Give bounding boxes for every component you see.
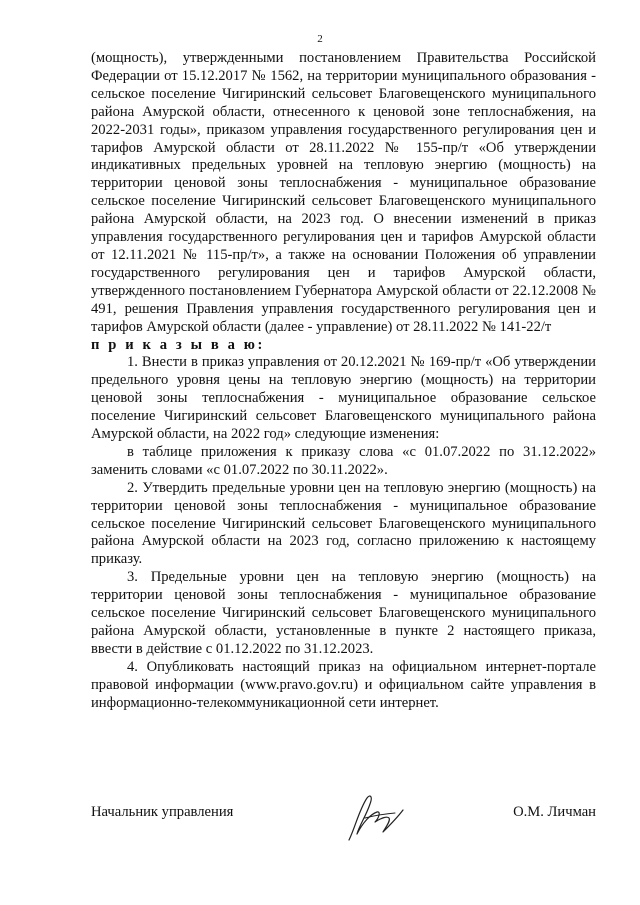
item-1-paragraph: 1. Внести в приказ управления от 20.12.2021 № 169-пр/т «Об утверждении предельного уровня цены на тепловую энергию (мощность) на территории ценовой зоны теплоснабжения - муниципальное образование сельское поселение Чигиринский сельсовет Благовещенского муниципального района Амурской области, на 2022 год» следующие изменения: (91, 354, 596, 443)
item-2-paragraph: 2. Утвердить предельные уровни цен на тепловую энергию (мощность) на территории ценовой зоны теплоснабжения - муниципальное образование сельское поселение Чигиринский сельсовет Благовещенского муниципального района Амурской области на 2023 год, согласно приложению к настоящему приказу. (91, 479, 596, 568)
item-4-paragraph: 4. Опубликовать настоящий приказ на официальном интернет-портале правовой информации (www.pravo.gov.ru) и официальном сайте управления в информационно-телекоммуникационной сети интернет. (91, 658, 596, 711)
item-3-paragraph: 3. Предельные уровни цен на тепловую энергию (мощность) на территории ценовой зоны теплоснабжения - муниципальное образование сельское поселение Чигиринский сельсовет Благовещенского муниципального района Амурской области, установленные в пункте 2 настоящего приказа, ввести в действие с 01.12.2022 по 31.12.2023. (91, 569, 596, 657)
decree-heading: п р и к а з ы в а ю: (91, 336, 265, 353)
signature-block (91, 798, 596, 848)
intro-paragraph: (мощность), утвержденными постановлением Правительства Российской Федерации от 15.12.2017 № 1562, на территории муниципального образования - сельское поселение Чигиринский сельсовет Благовещенского муниципального района Амурской области, отнесенного к ценовой зоне теплоснабжения, на 2022-2031 годы», приказом управления государственного регулирования цен и тарифов Амурской области от 28.11.2022 № 155-пр/т «Об утверждении индикативных предельных уровней на тепловую энергию (мощность) на территории ценовой зоны теплоснабжения - муниципальное образование сельское поселение Чигиринский сельсовет Благовещенского муниципального района Амурской области, на 2023 год. О внесении изменений в приказ управления государственного регулирования цен и тарифов Амурской области от 12.11.2021 № 115-пр/т», а также на основании Положения об управлении государственного регулирования цен и тарифов Амурской области, утвержденного постановлением Губернатора Амурской области от 22.12.2008 № 491, решения Правления управления государственного регулирования цен и тарифов Амурской области (далее - управление) от 28.11.2022 № 141-22/т (91, 50, 596, 335)
item-1-subparagraph: в таблице приложения к приказу слова «с 01.07.2022 по 31.12.2022» заменить словами «с 01.07.2022 по 30.11.2022». (91, 443, 596, 478)
signatory-title: Начальник управления (91, 804, 234, 820)
page-number: 2 (317, 33, 323, 45)
handwritten-signature (337, 788, 417, 848)
signatory-name: О.М. Личман (513, 804, 596, 820)
document-body (91, 50, 596, 713)
